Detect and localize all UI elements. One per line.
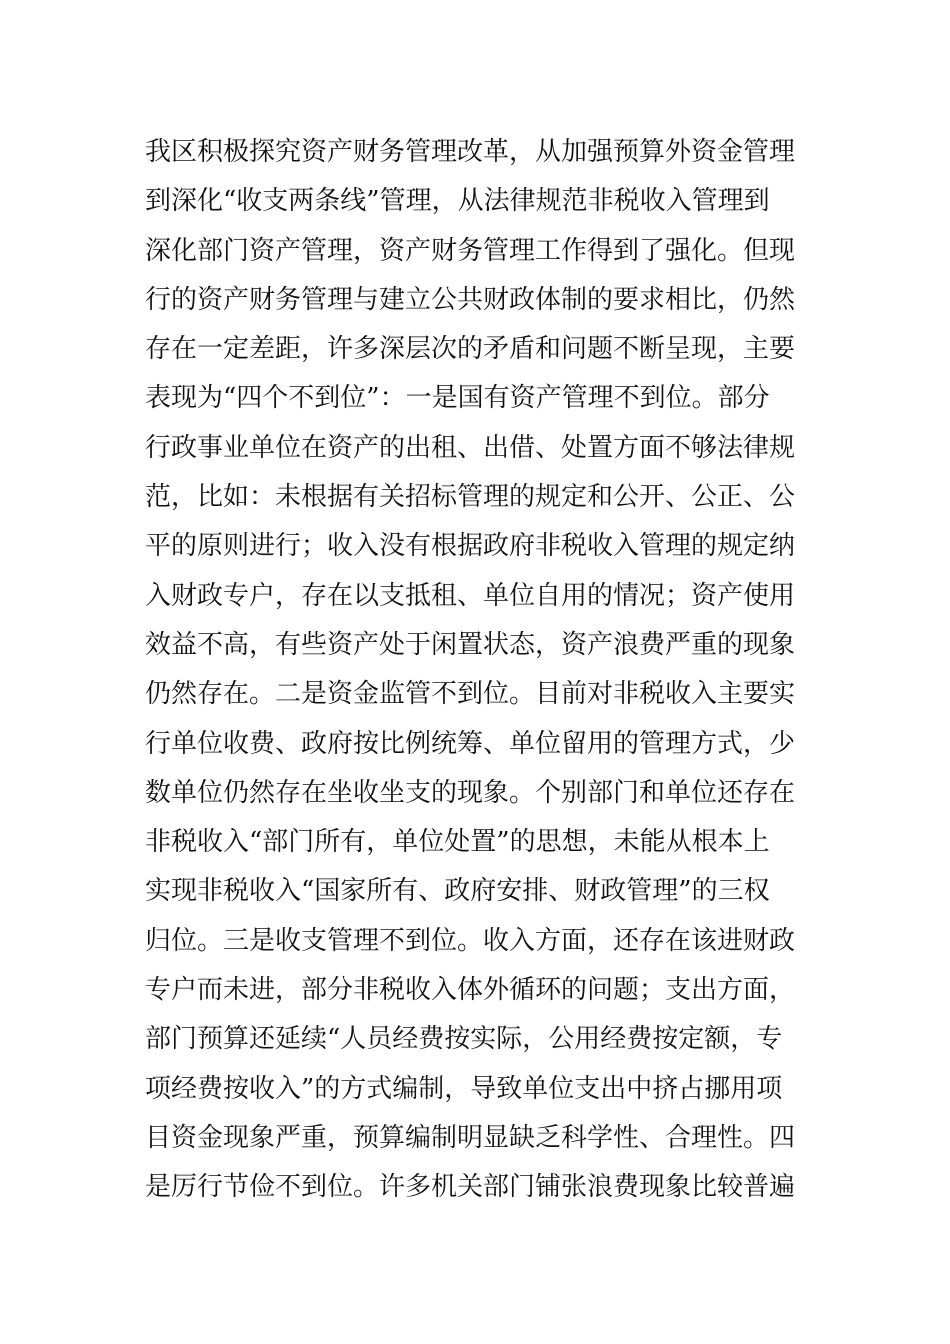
body-paragraph bbox=[145, 128, 825, 1213]
paragraph-line: 非税收入“部门所有，单位处置”的思想，未能从根本上 bbox=[145, 827, 770, 858]
paragraph-line: 归位。三是收支管理不到位。收入方面，还存在该进财政 bbox=[145, 925, 796, 956]
paragraph-line: 表现为“四个不到位”：一是国有资产管理不到位。部分 bbox=[145, 383, 770, 414]
paragraph-line: 实现非税收入“国家所有、政府安排、财政管理”的三权 bbox=[145, 876, 770, 907]
paragraph-line: 深化部门资产管理，资产财务管理工作得到了强化。但现 bbox=[145, 235, 796, 266]
paragraph-line: 行的资产财务管理与建立公共财政体制的要求相比，仍然 bbox=[145, 284, 796, 315]
paragraph-line: 存在一定差距，许多深层次的矛盾和问题不断呈现，主要 bbox=[145, 334, 796, 365]
paragraph-line: 效益不高，有些资产处于闲置状态，资产浪费严重的现象 bbox=[145, 629, 796, 660]
paragraph-line: 平的原则进行；收入没有根据政府非税收入管理的规定纳 bbox=[145, 531, 796, 562]
paragraph-line: 到深化“收支两条线”管理，从法律规范非税收入管理到 bbox=[145, 186, 770, 217]
paragraph-line: 行政事业单位在资产的出租、出借、处置方面不够法律规 bbox=[145, 432, 796, 463]
paragraph-line: 入财政专户，存在以支抵租、单位自用的情况；资产使用 bbox=[145, 580, 796, 611]
paragraph-line: 行单位收费、政府按比例统筹、单位留用的管理方式，少 bbox=[145, 728, 796, 759]
paragraph-line: 专户而未进，部分非税收入体外循环的问题；支出方面， bbox=[145, 975, 796, 1006]
paragraph-line: 是厉行节俭不到位。许多机关部门铺张浪费现象比较普遍 bbox=[145, 1172, 796, 1203]
paragraph-line: 部门预算还延续“人员经费按实际，公用经费按定额，专 bbox=[145, 1024, 783, 1055]
paragraph-line: 我区积极探究资产财务管理改革，从加强预算外资金管理 bbox=[145, 137, 796, 167]
paragraph-line: 范，比如：未根据有关招标管理的规定和公开、公正、公 bbox=[145, 482, 796, 513]
paragraph-line: 目资金现象严重，预算编制明显缺乏科学性、合理性。四 bbox=[145, 1122, 796, 1153]
paragraph-line: 数单位仍然存在坐收坐支的现象。个别部门和单位还存在 bbox=[145, 777, 796, 808]
paragraph-line: 仍然存在。二是资金监管不到位。目前对非税收入主要实 bbox=[145, 679, 796, 710]
paragraph-line: 项经费按收入”的方式编制，导致单位支出中挤占挪用项 bbox=[145, 1073, 783, 1104]
